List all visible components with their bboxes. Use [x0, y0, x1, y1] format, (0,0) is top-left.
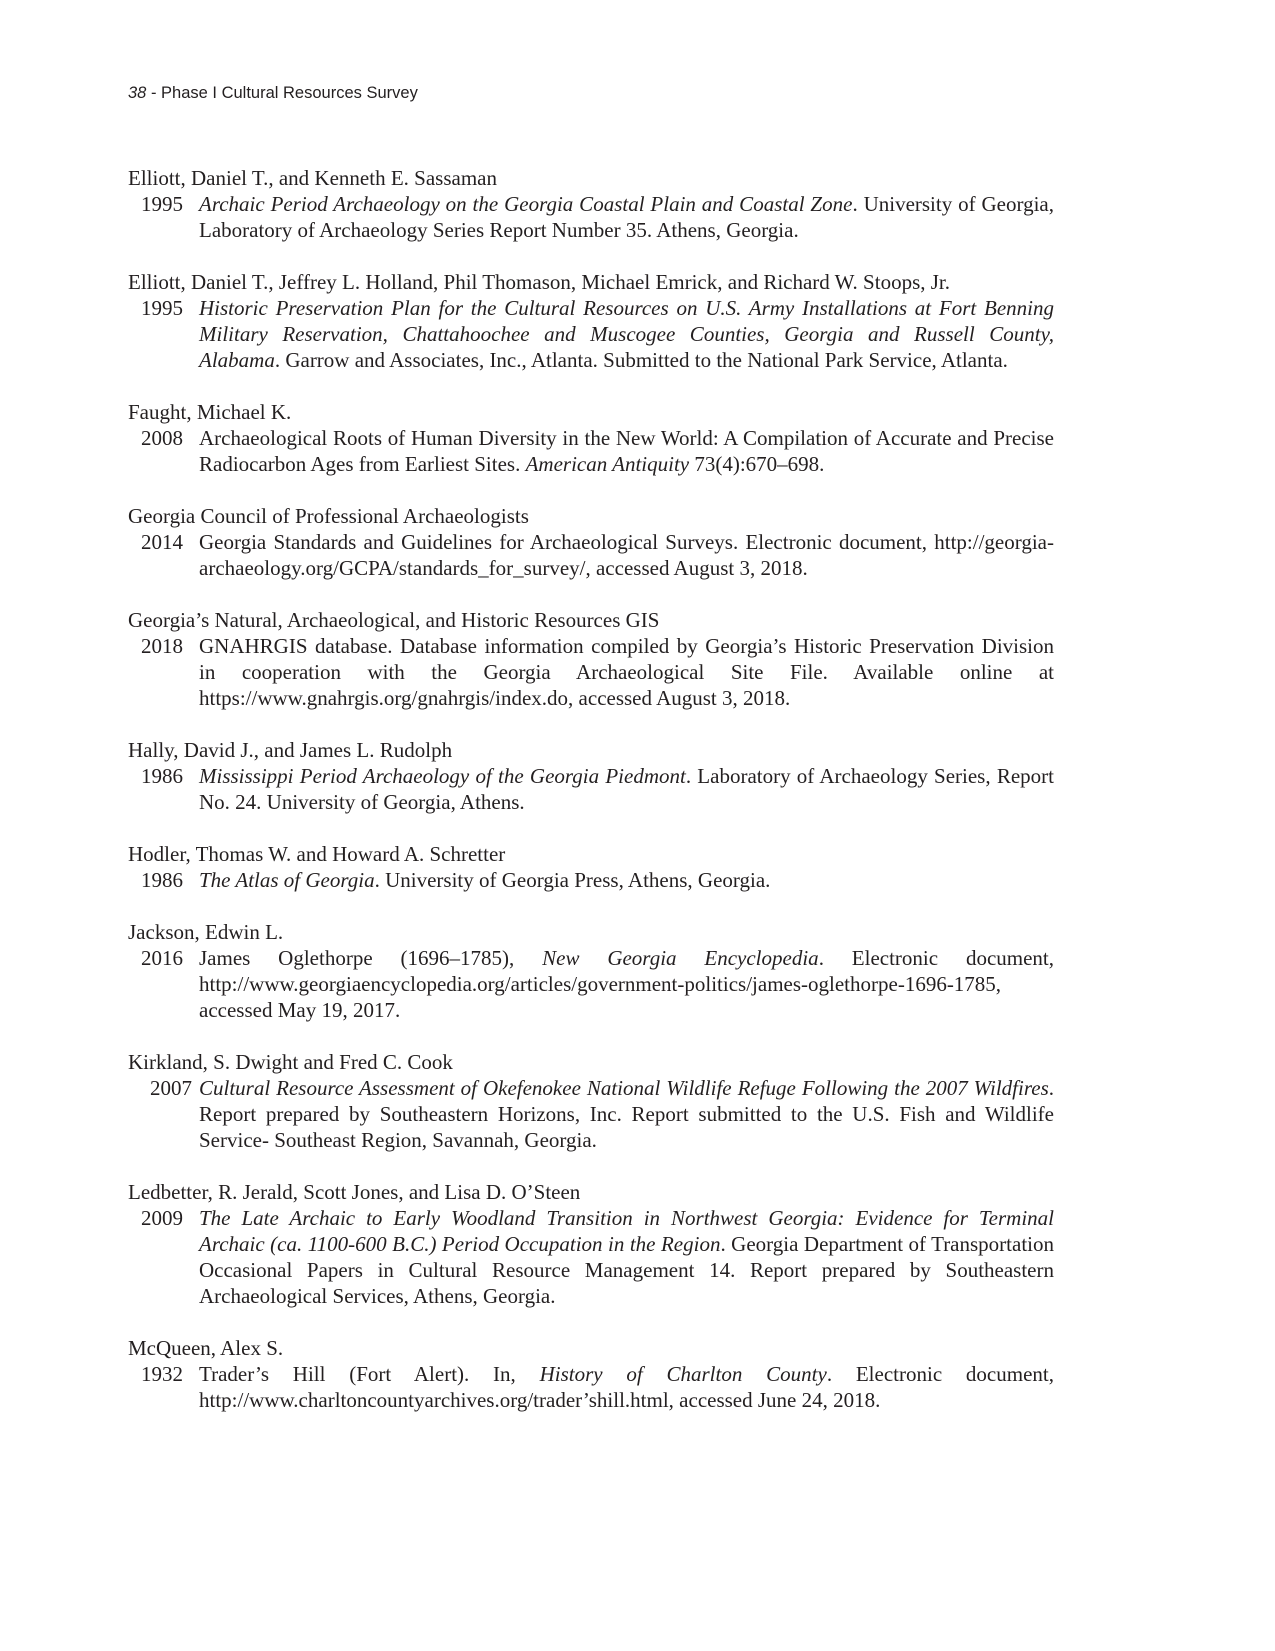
reference-entry	[128, 737, 1054, 815]
reference-year: 2014	[141, 530, 183, 554]
reference-text-segment: Georgia Standards and Guidelines for Archaeological Surveys. Electronic document, http://georgia-archaeology.org/GCPA/standards_for_survey/, accessed August 3, 2018.	[199, 530, 1054, 580]
reference-text	[199, 1076, 1054, 1152]
reference-year: 1932	[141, 1362, 183, 1386]
reference-title-italic: The Late Archaic to Early Woodland Transition in Northwest Georgia: Evidence for Terminal Archaic (ca. 1100-600 B.C.) Period Occupation in the Region	[199, 1206, 1054, 1256]
reference-year: 2008	[141, 426, 183, 450]
reference-entry	[128, 841, 1054, 893]
reference-text-segment: . Georgia Department of Transportation Occasional Papers in Cultural Resource Management 14. Report prepared by Southeastern Archaeological Services, Athens, Georgia.	[199, 1232, 1054, 1308]
reference-author: Hally, David J., and James L. Rudolph	[128, 738, 453, 762]
reference-author: Faught, Michael K.	[128, 400, 292, 424]
reference-text	[199, 868, 770, 892]
reference-citation	[128, 529, 1054, 581]
reference-title-italic: The Atlas of Georgia	[199, 868, 375, 892]
reference-author: Elliott, Daniel T., and Kenneth E. Sassaman	[128, 166, 497, 190]
reference-author: Ledbetter, R. Jerald, Scott Jones, and Lisa D. O’Steen	[128, 1180, 581, 1204]
reference-author: Kirkland, S. Dwight and Fred C. Cook	[128, 1050, 453, 1074]
reference-title-italic: American Antiquity	[525, 452, 690, 476]
reference-year: 2007	[150, 1076, 192, 1100]
reference-year: 2016	[141, 946, 183, 970]
reference-text-segment: . University of Georgia Press, Athens, Georgia.	[374, 868, 771, 892]
reference-title-italic: History of Charlton County	[539, 1362, 827, 1386]
reference-year: 1986	[141, 764, 183, 788]
reference-text-segment: . Electronic document, http://www.charltoncountyarchives.org/trader’shill.html, accessed June 24, 2018.	[199, 1362, 1054, 1412]
reference-text-segment: Archaeological Roots of Human Diversity in the New World: A Compilation of Accurate and Precise Radiocarbon Ages from Earliest Sites.	[199, 426, 1054, 476]
reference-citation	[128, 191, 1054, 243]
reference-title-italic: Historic Preservation Plan for the Cultural Resources on U.S. Army Installations at Fort Benning Military Reservation, Chattahoochee and Muscogee Counties, Georgia and Russell County, Alabama	[199, 296, 1054, 372]
reference-citation	[128, 633, 1054, 711]
reference-author: Georgia Council of Professional Archaeologists	[128, 504, 529, 528]
reference-year: 1995	[141, 296, 183, 320]
header-separator: -	[146, 84, 162, 102]
reference-entry	[128, 1335, 1054, 1413]
reference-text	[199, 296, 1054, 372]
reference-citation	[128, 867, 1054, 893]
reference-text-segment: 73(4):670–698.	[689, 452, 825, 476]
reference-citation	[128, 295, 1054, 373]
reference-text	[199, 634, 1054, 710]
reference-text	[199, 1362, 1054, 1412]
reference-text	[199, 946, 1054, 1022]
reference-text-segment: . University of Georgia, Laboratory of Archaeology Series Report Number 35. Athens, Georgia.	[199, 192, 1055, 242]
reference-citation	[128, 763, 1054, 815]
reference-entry	[128, 399, 1054, 477]
reference-citation	[128, 1361, 1054, 1413]
reference-title-italic: Archaic Period Archaeology on the Georgia Coastal Plain and Coastal Zone	[199, 192, 853, 216]
reference-entry	[128, 269, 1054, 373]
header-title: Phase I Cultural Resources Survey	[161, 84, 418, 102]
reference-citation	[128, 945, 1054, 1023]
reference-year: 2009	[141, 1206, 183, 1230]
reference-author: Georgia’s Natural, Archaeological, and Historic Resources GIS	[128, 608, 660, 632]
reference-citation	[128, 1205, 1054, 1309]
reference-citation	[128, 1075, 1054, 1153]
reference-year: 1986	[141, 868, 183, 892]
reference-entry	[128, 1049, 1054, 1153]
reference-title-italic: New Georgia Encyclopedia	[542, 946, 819, 970]
reference-entry	[128, 919, 1054, 1023]
reference-text	[199, 426, 1054, 476]
reference-text	[199, 192, 1054, 242]
reference-entry	[128, 607, 1054, 711]
reference-author: Hodler, Thomas W. and Howard A. Schretter	[128, 842, 506, 866]
reference-text	[199, 764, 1054, 814]
running-header	[128, 84, 418, 103]
reference-entry	[128, 165, 1054, 243]
reference-text-segment: . Electronic document, http://www.georgiaencyclopedia.org/articles/government-politics/james-oglethorpe-1696-1785, accessed May 19, 2017.	[199, 946, 1055, 1022]
reference-title-italic: Mississippi Period Archaeology of the Georgia Piedmont	[199, 764, 686, 788]
reference-list	[128, 165, 1054, 1439]
reference-text-segment: Trader’s Hill (Fort Alert). In,	[199, 1362, 540, 1386]
reference-title-italic: Cultural Resource Assessment of Okefenokee National Wildlife Refuge Following the 2007 Wildfires	[199, 1076, 1049, 1100]
reference-author: Jackson, Edwin L.	[128, 920, 284, 944]
reference-author: McQueen, Alex S.	[128, 1336, 284, 1360]
page-number: 38	[128, 84, 147, 102]
reference-text	[199, 1206, 1054, 1308]
reference-text	[199, 530, 1054, 580]
reference-text-segment: . Garrow and Associates, Inc., Atlanta. Submitted to the National Park Service, Atlanta.	[274, 348, 1008, 372]
reference-text-segment: . Laboratory of Archaeology Series, Report No. 24. University of Georgia, Athens.	[199, 764, 1054, 814]
reference-text-segment: James Oglethorpe (1696–1785),	[199, 946, 543, 970]
reference-entry	[128, 503, 1054, 581]
reference-citation	[128, 425, 1054, 477]
reference-text-segment: GNAHRGIS database. Database information compiled by Georgia’s Historic Preservation Division in cooperation with the Georgia Archaeological Site File. Available online at https://www.gnahrgis.org/gnahrgis/index.do, accessed August 3, 2018.	[199, 634, 1054, 710]
reference-author: Elliott, Daniel T., Jeffrey L. Holland, Phil Thomason, Michael Emrick, and Richard W. Stoops, Jr.	[128, 270, 951, 294]
reference-year: 2018	[141, 634, 183, 658]
reference-text-segment: . Report prepared by Southeastern Horizons, Inc. Report submitted to the U.S. Fish and Wildlife Service- Southeast Region, Savannah, Georgia.	[199, 1076, 1054, 1152]
reference-year: 1995	[141, 192, 183, 216]
reference-entry	[128, 1179, 1054, 1309]
